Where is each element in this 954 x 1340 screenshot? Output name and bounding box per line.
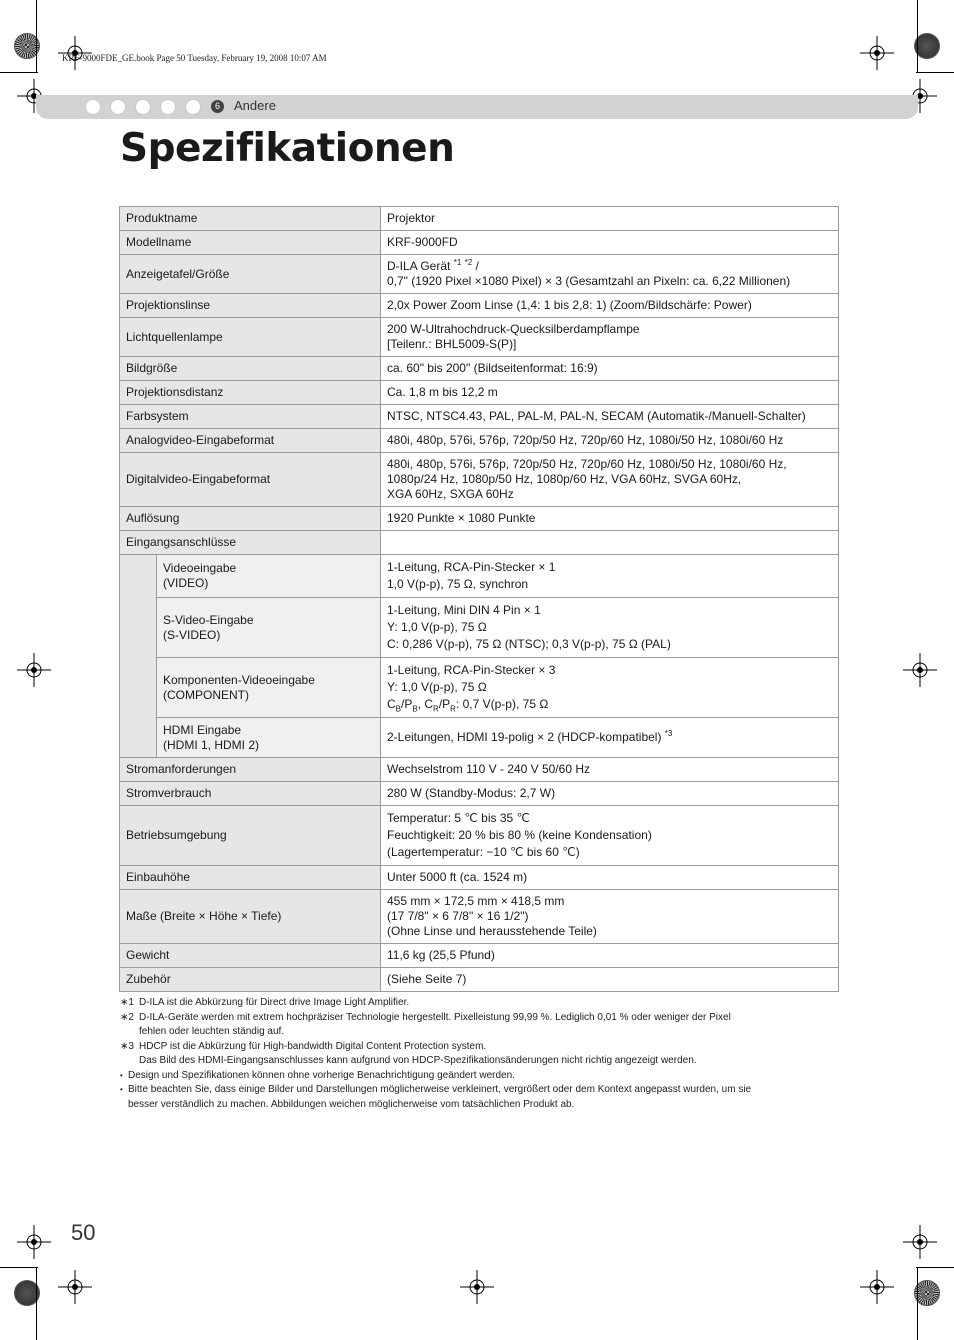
row-value: Projektor	[381, 207, 839, 231]
table-row	[120, 429, 839, 453]
row-value: ca. 60" bis 200" (Bildseitenformat: 16:9)	[381, 357, 839, 381]
chapter-dot	[111, 100, 125, 114]
label-line: S-Video-Eingabe	[163, 612, 254, 627]
row-label	[157, 718, 381, 758]
row-label: Modellname	[120, 231, 381, 255]
table-row	[120, 806, 839, 866]
footnote-text: fehlen oder leuchten ständig auf.	[139, 1026, 285, 1037]
subscript: R	[433, 704, 439, 714]
row-value	[381, 453, 839, 507]
group-indent	[120, 555, 157, 758]
footnote	[120, 1040, 840, 1069]
footnote-text: D-ILA-Geräte werden mit extrem hochpräziser Technologie hergestellt. Pixelleistung 99,99 %. Lediglich 0,01 % oder weniger der Pixel	[139, 1011, 731, 1023]
page-title: Spezifikationen	[120, 126, 455, 171]
value-line: 480i, 480p, 576i, 576p, 720p/50 Hz, 720p/60 Hz, 1080i/50 Hz, 1080i/60 Hz,	[387, 457, 787, 471]
table-row	[120, 531, 839, 555]
row-value: 2,0x Power Zoom Linse (1,4: 1 bis 2,8: 1) (Zoom/Bildschärfe: Power)	[381, 294, 839, 318]
trim-line	[917, 1267, 918, 1340]
value-text: /P	[438, 697, 451, 711]
registration-mark-icon	[903, 1225, 937, 1259]
row-label: Farbsystem	[120, 405, 381, 429]
footnote-mark: ∗1	[120, 997, 134, 1008]
trim-line	[0, 72, 38, 73]
row-value	[381, 718, 839, 758]
footnote-mark: ∗2	[120, 1011, 134, 1023]
label-line: (COMPONENT)	[163, 687, 249, 702]
label-line: Videoeingabe	[163, 561, 237, 575]
table-row	[120, 318, 839, 357]
table-row	[120, 866, 839, 890]
row-label: Produktname	[120, 207, 381, 231]
value-text: 2-Leitungen, HDMI 19-polig × 2 (HDCP-kompatibel)	[387, 730, 665, 744]
footnote-ref: *3	[664, 729, 673, 738]
value-text: D-ILA Gerät	[387, 259, 454, 273]
label-line: (S-VIDEO)	[163, 627, 221, 642]
trim-line	[36, 1267, 37, 1340]
registration-mark-icon	[460, 1270, 494, 1304]
chapter-dot	[186, 100, 200, 114]
value-line: C: 0,286 V(p-p), 75 Ω (NTSC); 0,3 V(p-p), 75 Ω (PAL)	[387, 637, 671, 651]
row-label: Betriebsumgebung	[120, 806, 381, 866]
footnote-ref: *2	[464, 258, 473, 267]
row-label: Eingangsanschlüsse	[120, 531, 381, 555]
table-row	[120, 507, 839, 531]
subscript: R	[450, 704, 456, 714]
page-number: 50	[71, 1220, 96, 1245]
footnote-text: Das Bild des HDMI-Eingangsanschlusses kann aufgrund von HDCP-Spezifikationsänderungen nicht richtig angezeigt werden.	[139, 1055, 697, 1066]
note-text: besser verständlich zu machen. Abbildungen weichen möglicherweise vom tatsächlichen Produkt ab.	[128, 1098, 575, 1110]
trim-line	[917, 0, 918, 72]
row-label: Einbauhöhe	[120, 866, 381, 890]
footnote	[120, 996, 840, 1011]
table-row	[120, 658, 839, 718]
row-label: Analogvideo-Eingabeformat	[120, 429, 381, 453]
label-line: HDMI Eingabe	[163, 722, 242, 737]
table-row	[120, 598, 839, 658]
row-label: Auflösung	[120, 507, 381, 531]
row-value: Unter 5000 ft (ca. 1524 m)	[381, 866, 839, 890]
value-line: 1-Leitung, RCA-Pin-Stecker × 1	[387, 560, 556, 574]
row-label: Stromverbrauch	[120, 782, 381, 806]
footnote	[120, 1011, 840, 1040]
trim-line	[36, 0, 37, 72]
file-info: KRF-9000FDE_GE.book Page 50 Tuesday, February 19, 2008 10:07 AM	[62, 53, 327, 63]
note-text: Design und Spezifikationen können ohne vorherige Benachrichtigung geändert werden.	[128, 1069, 515, 1081]
row-value: 1920 Punkte × 1080 Punkte	[381, 507, 839, 531]
row-value: (Siehe Seite 7)	[381, 968, 839, 992]
chapter-number: 6	[211, 100, 224, 113]
value-line	[387, 259, 832, 274]
trim-line	[916, 72, 954, 73]
table-row	[120, 968, 839, 992]
table-row	[120, 890, 839, 944]
note-text: Bitte beachten Sie, dass einige Bilder und Darstellungen möglicherweise verkleinert, vergrößert oder dem Kontext angepasst wurden, um sie	[128, 1084, 752, 1095]
table-row	[120, 555, 839, 598]
registration-mark-icon	[860, 36, 894, 70]
table-row	[120, 207, 839, 231]
value-line: (Ohne Linse und herausstehende Teile)	[387, 924, 597, 938]
label-line: (VIDEO)	[163, 576, 209, 590]
row-value: Ca. 1,8 m bis 12,2 m	[381, 381, 839, 405]
table-row	[120, 782, 839, 806]
table-row	[120, 231, 839, 255]
value-line: 1080p/24 Hz, 1080p/50 Hz, 1080p/60 Hz, VGA 60Hz, SVGA 60Hz,	[387, 472, 742, 486]
row-label: Digitalvideo-Eingabeformat	[120, 453, 381, 507]
bullet-mark: •	[120, 1070, 123, 1080]
row-value	[381, 598, 839, 658]
row-value: KRF-9000FD	[381, 231, 839, 255]
value-line: (Lagertemperatur: −10 ℃ bis 60 ℃)	[387, 845, 580, 859]
value-line: 0,7" (1920 Pixel ×1080 Pixel) × 3 (Gesamtzahl an Pixeln: ca. 6,22 Millionen)	[387, 274, 791, 288]
value-line: Y: 1,0 V(p-p), 75 Ω	[387, 620, 487, 634]
row-label: Zubehör	[120, 968, 381, 992]
chapter-label: Andere	[234, 98, 276, 113]
registration-mark-icon	[903, 653, 937, 687]
chapter-dot	[136, 100, 150, 114]
row-label: Bildgröße	[120, 357, 381, 381]
value-line: [Teilenr.: BHL5009-S(P)]	[387, 337, 517, 351]
row-value	[381, 890, 839, 944]
value-line: (17 7/8" × 6 7/8" × 16 1/2")	[387, 909, 529, 923]
value-text: : 0,7 V(p-p), 75 Ω	[455, 697, 549, 711]
value-line: Temperatur: 5 ℃ bis 35 ℃	[387, 811, 531, 825]
note-bullet	[120, 1083, 840, 1112]
value-line: Y: 1,0 V(p-p), 75 Ω	[387, 680, 487, 694]
value-line	[387, 697, 832, 712]
value-line: 1-Leitung, Mini DIN 4 Pin × 1	[387, 603, 541, 617]
registration-mark-icon	[860, 1270, 894, 1304]
value-line: 1-Leitung, RCA-Pin-Stecker × 3	[387, 663, 556, 677]
value-line: Feuchtigkeit: 20 % bis 80 % (keine Kondensation)	[387, 828, 652, 842]
row-value: 280 W (Standby-Modus: 2,7 W)	[381, 782, 839, 806]
row-label: Projektionslinse	[120, 294, 381, 318]
row-label: Stromanforderungen	[120, 758, 381, 782]
table-row	[120, 453, 839, 507]
table-row	[120, 357, 839, 381]
chapter-dot	[86, 100, 100, 114]
row-value	[381, 806, 839, 866]
row-label	[157, 658, 381, 718]
table-row	[120, 718, 839, 758]
row-label	[157, 598, 381, 658]
table-row	[120, 405, 839, 429]
table-row	[120, 294, 839, 318]
row-value	[381, 255, 839, 294]
value-line: 200 W-Ultrahochdruck-Quecksilberdampflampe	[387, 322, 640, 336]
row-value: Wechselstrom 110 V - 240 V 50/60 Hz	[381, 758, 839, 782]
trim-line	[0, 1267, 38, 1268]
subscript: B	[412, 704, 418, 714]
table-row	[120, 255, 839, 294]
row-label: Projektionsdistanz	[120, 381, 381, 405]
value-line: 1,0 V(p-p), 75 Ω, synchron	[387, 577, 529, 591]
registration-mark-icon	[58, 1270, 92, 1304]
bullet-mark: •	[120, 1085, 123, 1094]
label-line: (HDMI 1, HDMI 2)	[163, 737, 259, 752]
row-value: NTSC, NTSC4.43, PAL, PAL-M, PAL-N, SECAM (Automatik-/Manuell-Schalter)	[381, 405, 839, 429]
row-value	[381, 658, 839, 718]
value-line: XGA 60Hz, SXGA 60Hz	[387, 487, 514, 501]
row-value	[381, 531, 839, 555]
row-label: Gewicht	[120, 944, 381, 968]
row-value	[381, 555, 839, 598]
spec-table	[119, 206, 839, 992]
value-text: /	[472, 259, 479, 273]
trim-line	[916, 1267, 954, 1268]
footnote-text: HDCP ist die Abkürzung für High-bandwidth Digital Content Protection system.	[139, 1040, 487, 1052]
row-label: Lichtquellenlampe	[120, 318, 381, 357]
subscript: B	[395, 704, 402, 714]
value-text: /P	[401, 697, 413, 711]
value-line: 455 mm × 172,5 mm × 418,5 mm	[387, 894, 565, 908]
footnote-ref: *1	[453, 258, 462, 267]
footnote-mark: ∗3	[120, 1040, 134, 1052]
row-value	[381, 318, 839, 357]
registration-mark-icon	[17, 653, 51, 687]
value-text: , C	[417, 697, 434, 711]
value-text: C	[387, 697, 396, 711]
label-line: Komponenten-Videoeingabe	[163, 672, 315, 687]
table-row	[120, 944, 839, 968]
note-bullet	[120, 1069, 840, 1084]
chapter-dot	[161, 100, 175, 114]
row-value: 480i, 480p, 576i, 576p, 720p/50 Hz, 720p/60 Hz, 1080i/50 Hz, 1080i/60 Hz	[381, 429, 839, 453]
footnote-text: D-ILA ist die Abkürzung für Direct drive Image Light Amplifier.	[139, 997, 410, 1008]
registration-mark-icon	[17, 1225, 51, 1259]
table-row	[120, 381, 839, 405]
row-label	[157, 555, 381, 598]
row-value: 11,6 kg (25,5 Pfund)	[381, 944, 839, 968]
row-label: Maße (Breite × Höhe × Tiefe)	[120, 890, 381, 944]
table-row	[120, 758, 839, 782]
row-label: Anzeigetafel/Größe	[120, 255, 381, 294]
footnotes	[120, 996, 840, 1112]
